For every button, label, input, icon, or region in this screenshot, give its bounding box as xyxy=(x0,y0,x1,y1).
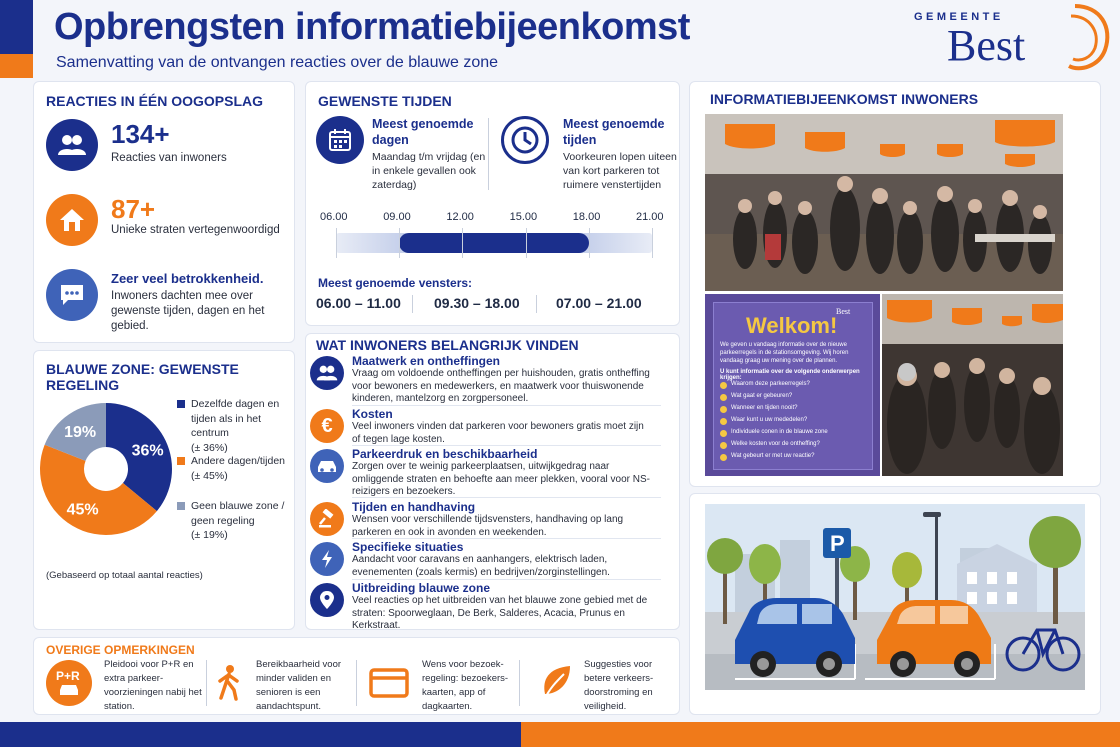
parking-street-illustration xyxy=(705,504,1085,690)
legend-item xyxy=(177,397,297,455)
bijeenkomst-card xyxy=(689,81,1101,487)
list-item xyxy=(310,354,675,404)
tick-line xyxy=(526,228,527,258)
check-icon xyxy=(720,406,727,413)
window-value: 09.30 – 18.00 xyxy=(434,295,520,311)
tick-line xyxy=(652,228,653,258)
stat-value: 87+ xyxy=(111,194,156,224)
bolt-icon xyxy=(310,542,344,576)
regeling-title: BLAUWE ZONE: GEWENSTE REGELING xyxy=(46,361,239,393)
park-ride-icon xyxy=(46,660,92,706)
logo-top-text: GEMEENTE xyxy=(914,11,1004,23)
list-item xyxy=(310,500,675,538)
stat-label: Inwoners dachten mee over gewenste tijden, dagen en het gebied. xyxy=(111,290,265,332)
chat-icon xyxy=(46,269,98,321)
overview-card xyxy=(33,81,295,343)
people-icon xyxy=(310,356,344,390)
header-accent-orange xyxy=(0,54,33,78)
list-item xyxy=(310,540,675,580)
poster-intro: We geven u vandaag informatie over de nieuwe parkeerregels in de stationsomgeving. Wij horen vandaag graag uw mening over de plannen. xyxy=(720,342,849,364)
check-icon xyxy=(720,442,727,449)
calendar-icon xyxy=(316,116,364,164)
item-heading: Uitbreiding blauwe zone xyxy=(352,581,491,595)
stat-reacties xyxy=(46,119,291,174)
legend-label: Geen blauwe zone / geen regeling xyxy=(191,500,285,527)
belangrijk-title: WAT INWONERS BELANGRIJK VINDEN xyxy=(316,337,579,353)
divider xyxy=(519,660,520,706)
people-icon xyxy=(46,119,98,171)
item-heading: Parkeerdruk en beschikbaarheid xyxy=(352,447,538,461)
crowd-photo xyxy=(882,294,1063,476)
donut-label: 19% xyxy=(64,423,97,441)
page-subtitle: Samenvatting van de ontvangen reacties over de blauwe zone xyxy=(56,54,499,71)
item-heading: Maatwerk en ontheffingen xyxy=(352,354,501,368)
donut-label: 36% xyxy=(131,442,164,460)
item-text: Veel reacties op het uitbreiden van het blauwe zone gebied met de straten: Spoorweglaan, De Berk, Salderes, Acacia, Prunus en Kerkstraat. xyxy=(352,595,648,631)
window-value: 06.00 – 11.00 xyxy=(316,295,401,311)
tick-label: 18.00 xyxy=(572,211,601,223)
divider xyxy=(352,445,661,446)
logo-name: Best xyxy=(947,21,1026,70)
list-item xyxy=(310,407,675,445)
item-text: Aandacht voor caravans en aanhangers, elektrisch laden, evenementen (zoals kermis) en bedrijven/zorginstellingen. xyxy=(352,554,610,578)
parking-sign-letter: P xyxy=(830,531,845,556)
car-icon xyxy=(310,449,344,483)
remark-text: Wens voor bezoek-regeling: bezoekers-kaarten, app of dagkaarten. xyxy=(422,659,509,712)
legend-value: (± 19%) xyxy=(191,529,228,541)
poster-logo: Best xyxy=(836,307,851,316)
poster-list-text: Waar kunt u uw mededelen? xyxy=(731,417,808,423)
poster-list-text: Welke kosten voor de ontheffing? xyxy=(731,441,820,447)
check-icon xyxy=(720,382,727,389)
item-heading: Specifieke situaties xyxy=(352,540,464,554)
tick-line xyxy=(462,228,463,258)
tick-label: 12.00 xyxy=(446,211,474,223)
overige-title: OVERIGE OPMERKINGEN xyxy=(46,643,195,657)
meeting-room-photo xyxy=(705,114,1063,291)
poster-list-item xyxy=(720,441,870,453)
tijden-text: Voorkeuren lopen uiteen van kort parkeren tot ruimere venstertijden xyxy=(563,151,677,191)
logo-swoosh-icon xyxy=(1055,2,1115,76)
legend-swatch xyxy=(177,400,185,408)
legend-item xyxy=(177,499,297,543)
stat-betrokkenheid xyxy=(46,269,291,339)
poster-list-item xyxy=(720,405,870,417)
tick-label: 21.00 xyxy=(636,211,664,223)
stat-value: Zeer veel betrokkenheid. xyxy=(111,271,264,286)
svg-text:P+R: P+R xyxy=(56,669,80,683)
windows-heading: Meest genoemde vensters: xyxy=(318,276,473,290)
tijden-card xyxy=(305,81,680,326)
poster-list-item xyxy=(720,417,870,429)
divider xyxy=(352,405,661,406)
page-title: Opbrengsten informatiebijeenkomst xyxy=(54,6,690,48)
range-fill xyxy=(399,233,589,253)
overige-card xyxy=(33,637,680,715)
legend-value: (± 45%) xyxy=(191,469,228,482)
item-text: Vraag om voldoende ontheffingen per huishouden, gratis ontheffing voor bewoners en medewerkers, en maatwerk voor thuiswonende kinderen, mantelzorg en zorgpersoneel. xyxy=(352,368,650,404)
stat-label: Reacties van inwoners xyxy=(111,152,227,164)
tick-line xyxy=(399,228,400,258)
poster-list-text: Wat gaat er gebeuren? xyxy=(731,393,793,399)
welcome-poster xyxy=(705,294,880,476)
list-item xyxy=(310,581,675,631)
item-text: Wensen voor verschillende tijdsvensters, handhaving op lang parkeren en ook in avonden en weekenden. xyxy=(352,514,624,538)
check-icon xyxy=(720,394,727,401)
euro-icon: € xyxy=(310,409,344,443)
stat-value: 134+ xyxy=(111,119,170,149)
poster-list-item xyxy=(720,429,870,441)
donut-chart xyxy=(36,397,176,547)
poster-sub: U kunt informatie over de volgende onderwerpen krijgen: xyxy=(720,369,860,381)
regeling-card xyxy=(33,350,295,630)
bijeenkomst-title: INFORMATIEBIJEENKOMST INWONERS xyxy=(710,91,979,107)
stat-label: Unieke straten vertegenwoordigd xyxy=(111,224,280,236)
poster-list-item xyxy=(720,381,870,393)
check-icon xyxy=(720,418,727,425)
check-icon xyxy=(720,430,727,437)
poster-title: Welkom! xyxy=(746,313,838,338)
belangrijk-card xyxy=(305,333,680,630)
item-text: Veel inwoners vinden dat parkeren voor bewoners gratis moet zijn of tegen lage kosten. xyxy=(352,421,644,445)
street-illustration-card xyxy=(689,493,1101,715)
poster-list-item xyxy=(720,453,870,465)
tick-line xyxy=(336,228,337,258)
tijden-title: GEWENSTE TIJDEN xyxy=(318,93,452,109)
divider xyxy=(352,538,661,539)
tijden-heading: Meest genoemde tijden xyxy=(563,117,665,147)
map-pin-icon xyxy=(310,583,344,617)
remark-text: Bereikbaarheid voor minder validen en senioren is een aandachtspunt. xyxy=(256,659,342,712)
legend-value: (± 36%) xyxy=(191,441,228,454)
overview-title: REACTIES IN ÉÉN OOGOPSLAG xyxy=(46,93,264,109)
tick-line xyxy=(589,228,590,258)
check-icon xyxy=(720,454,727,461)
item-text: Zorgen over te weinig parkeerplaatsen, uitwijkgedrag naar omliggende straten en behoefte aan meer plekken, vooral voor NS-reizigers en bezoekers. xyxy=(352,461,650,497)
poster-list-item xyxy=(720,393,870,405)
poster-board xyxy=(713,302,873,470)
poster-list-text: Waarom deze parkeerregels? xyxy=(731,381,810,387)
divider xyxy=(412,295,413,313)
tick-label: 06.00 xyxy=(320,211,348,223)
tick-label: 15.00 xyxy=(509,211,538,223)
footer-bar-orange xyxy=(521,722,1120,747)
walking-person-icon xyxy=(206,660,252,706)
chart-note: (Gebaseerd op totaal aantal reacties) xyxy=(46,570,203,581)
poster-list-text: Wat gebeurt er met uw reactie? xyxy=(731,453,815,459)
divider xyxy=(356,660,357,706)
card-icon xyxy=(366,660,412,706)
remark-text: Suggesties voor betere verkeers-doorstroming en veiligheid. xyxy=(584,659,654,712)
leaf-icon xyxy=(534,660,580,706)
legend-label: Dezelfde dagen en tijden als in het centrum xyxy=(191,398,280,439)
legend-label: Andere dagen/tijden xyxy=(191,455,285,467)
list-item xyxy=(310,447,675,497)
poster-list xyxy=(720,381,870,465)
poster-list-text: Individuele conen in de blauwe zone xyxy=(731,429,828,435)
item-heading: Tijden en handhaving xyxy=(352,500,476,514)
clock-icon xyxy=(501,116,549,164)
legend-swatch xyxy=(177,457,185,465)
gavel-icon xyxy=(310,502,344,536)
divider xyxy=(352,579,661,580)
footer-bar-blue xyxy=(0,722,521,747)
tick-label: 09.00 xyxy=(383,211,411,223)
donut-label: 45% xyxy=(66,501,99,519)
stat-straten xyxy=(46,194,291,249)
header-accent-blue xyxy=(0,0,33,54)
divider xyxy=(352,497,661,498)
divider xyxy=(488,118,489,190)
legend-swatch xyxy=(177,502,185,510)
window-value: 07.00 – 21.00 xyxy=(556,295,642,311)
remark-text: Pleidooi voor P+R en extra parkeer-voorzieningen nabij het station. xyxy=(104,659,202,712)
house-icon xyxy=(46,194,98,246)
gemeente-best-logo xyxy=(905,2,1115,76)
divider xyxy=(536,295,537,313)
item-heading: Kosten xyxy=(352,407,393,421)
poster-list-text: Wanneer en tijden nooit? xyxy=(731,405,798,411)
tijden-heading: Meest genoemde dagen xyxy=(372,117,474,147)
legend-item xyxy=(177,454,297,483)
tijden-text: Maandag t/m vrijdag (en in enkele gevallen ook zaterdag) xyxy=(372,151,486,191)
